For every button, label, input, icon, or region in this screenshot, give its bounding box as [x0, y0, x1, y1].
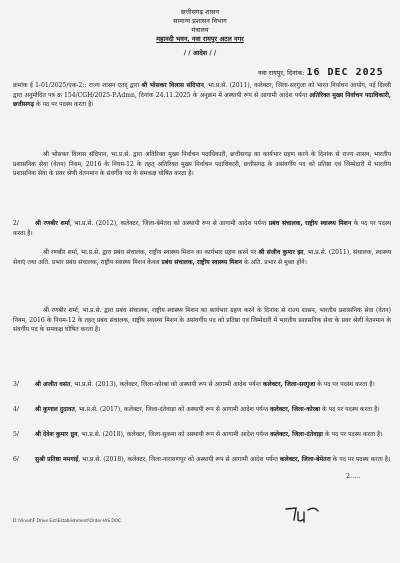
- date-stamp: 16 DEC 2025: [306, 67, 384, 78]
- paragraph-number: 2/: [13, 220, 19, 227]
- header-address: महानदी भवन, नवा रायपुर अटल नगर: [156, 35, 244, 43]
- header-dept: सामान्य प्रशासन विभाग: [173, 17, 227, 25]
- header-ministry: मंत्रालय: [191, 26, 209, 34]
- order-number-paragraph: क्रमांक ई 1-01/2025/एक-2:: राज्य शासन एतद् द्वारा श्री भोसकर विलास संदिपान, भा.प्र.से. (2011), कलेक्टर, जिला-सरगुजा को भारत निर्वाचन आयोग, नई दिल्ली द्वारा अनुमोदित पत्र क्र 154/CGH/2025-P.Admn, दिनांक 24.11.2025 के अनुक्रम में अस्थायी रूप से आगामी आदेश पर्यन्त अतिरिक्त मुख्य निर्वाचन पदाधिकारी, छत्तीसगढ़ के पद पर पदस्थ करता है।: [13, 82, 392, 109]
- paragraph-2: 2/ श्री रणबीर शर्मा, भा.प्र.से. (2012), कलेक्टर, जिला-बेमेतरा को अस्थायी रूप से आगामी आदेश पर्यन्त प्रबंध संचालक, राष्ट्रीय स्वास्थ्य मिशन के पद पर पदस्थ करता है।: [13, 220, 391, 237]
- header-govt: छत्तीसगढ़ शासन: [181, 8, 219, 16]
- file-path-footer: D:\Vinod\F Drive Est\Establishment\Order-IAS.DOC: [13, 519, 122, 524]
- paragraph-4: 4/ श्री कुणाल दुदावत, भा.प्र.से. (2017), कलेक्टर, जिला-दंतेवाड़ा को अस्थायी रूप से आगामी आदेश पर्यन्त कलेक्टर, जिला-कोरबा के पद पर पदस्थ करता है।: [13, 406, 380, 413]
- header-order-title: / / आदेश / /: [183, 49, 217, 57]
- paragraph-5: 5/ श्री देवेश कुमार ध्रुव, भा.प्र.से. (2018), कलेक्टर, जिला-सुकमा को अस्थायी रूप से आगामी आदेश पर्यन्त कलेक्टर, जिला-दंतेवाड़ा के पद पर पदस्थ करता है।: [13, 431, 383, 438]
- date-label: नवा रायपुर, दिनांक:: [258, 69, 305, 77]
- paragraph-6: 6/ सुश्री प्रतिष्ठा ममगाईं, भा.प्र.से. (2018), कलेक्टर, जिला-नारायणपुर को अस्थायी रूप से आगामी आदेश पर्यन्त कलेक्टर, जिला-बेमेतरा के पद पर पदस्थ करता है।: [13, 456, 391, 463]
- paragraph-2-joining: श्री रणबीर शर्मा, भा.प्र.से. द्वारा प्रबंध संचालक, राष्ट्रीय स्वास्थ्य मिशन का कार्यभार ग्रहण करने के दिनांक से राज्य शासन, भारतीय प्रशासनिक सेवा (वेतन) नियम, 2016 के नियम-12 के तहत् प्रबंध संचालक, राष्ट्रीय स्वास्थ्य मिशन के असंवर्गीय पद को प्रतिष्ठा एवं जिम्मेदारी में भारतीय प्रशासनिक सेवा के प्रवर श्रेणी वेतनमान के संवर्गीय पद के समकक्ष घोषित करता है।: [13, 307, 391, 334]
- order-number: क्रमांक ई 1-01/2025/एक-2::: [13, 82, 87, 89]
- signature: [283, 503, 323, 527]
- paragraph-3: 3/ श्री अजीत वसंत, भा.प्र.से. (2013), कलेक्टर, जिला-कोरबा को अस्थायी रूप से आगामी आदेश पर्यन्त कलेक्टर, जिला-सरगुजा के पद पर पदस्थ करता है।: [13, 381, 375, 388]
- page-continuation: 2.....: [346, 472, 361, 480]
- paragraph-joining: श्री भोसकर विलास संदिपान, भा.प्र.से. द्वारा अतिरिक्त मुख्य निर्वाचन पदाधिकारी, छत्तीसगढ़ का कार्यभार ग्रहण करने के दिनांक से राज्य शासन, भारतीय प्रशासनिक सेवा (वेतन) नियम, 2016 के नियम-12 के तहत् अतिरिक्त मुख्य निर्वाचन पदाधिकारी, छत्तीसगढ़ के असंवर्गीय पद को प्रतिष्ठा एवं जिम्मेदारी में भारतीय प्रशासनिक सेवा के प्रवर श्रेणी वेतनमान के संवर्गीय पद के समकक्ष घोषित करता है।: [13, 151, 391, 178]
- date-line: [258, 67, 384, 78]
- paragraph-2-continued: श्री रणबीर शर्मा, भा.प्र.से. द्वारा प्रबंध संचालक, राष्ट्रीय स्वास्थ्य मिशन का कार्यभार ग्रहण करने पर श्री संजीव कुमार झा, भा.प्र.से. (2011), संचालक, स्वास्थ्य सेवाएं तथा अति. प्रभार प्रबंध संचालक, राष्ट्रीय स्वास्थ्य मिशन केवल प्रबंध संचालक, राष्ट्रीय स्वास्थ्य मिशन के अति. प्रभार से मुक्त होंगे।: [13, 249, 391, 266]
